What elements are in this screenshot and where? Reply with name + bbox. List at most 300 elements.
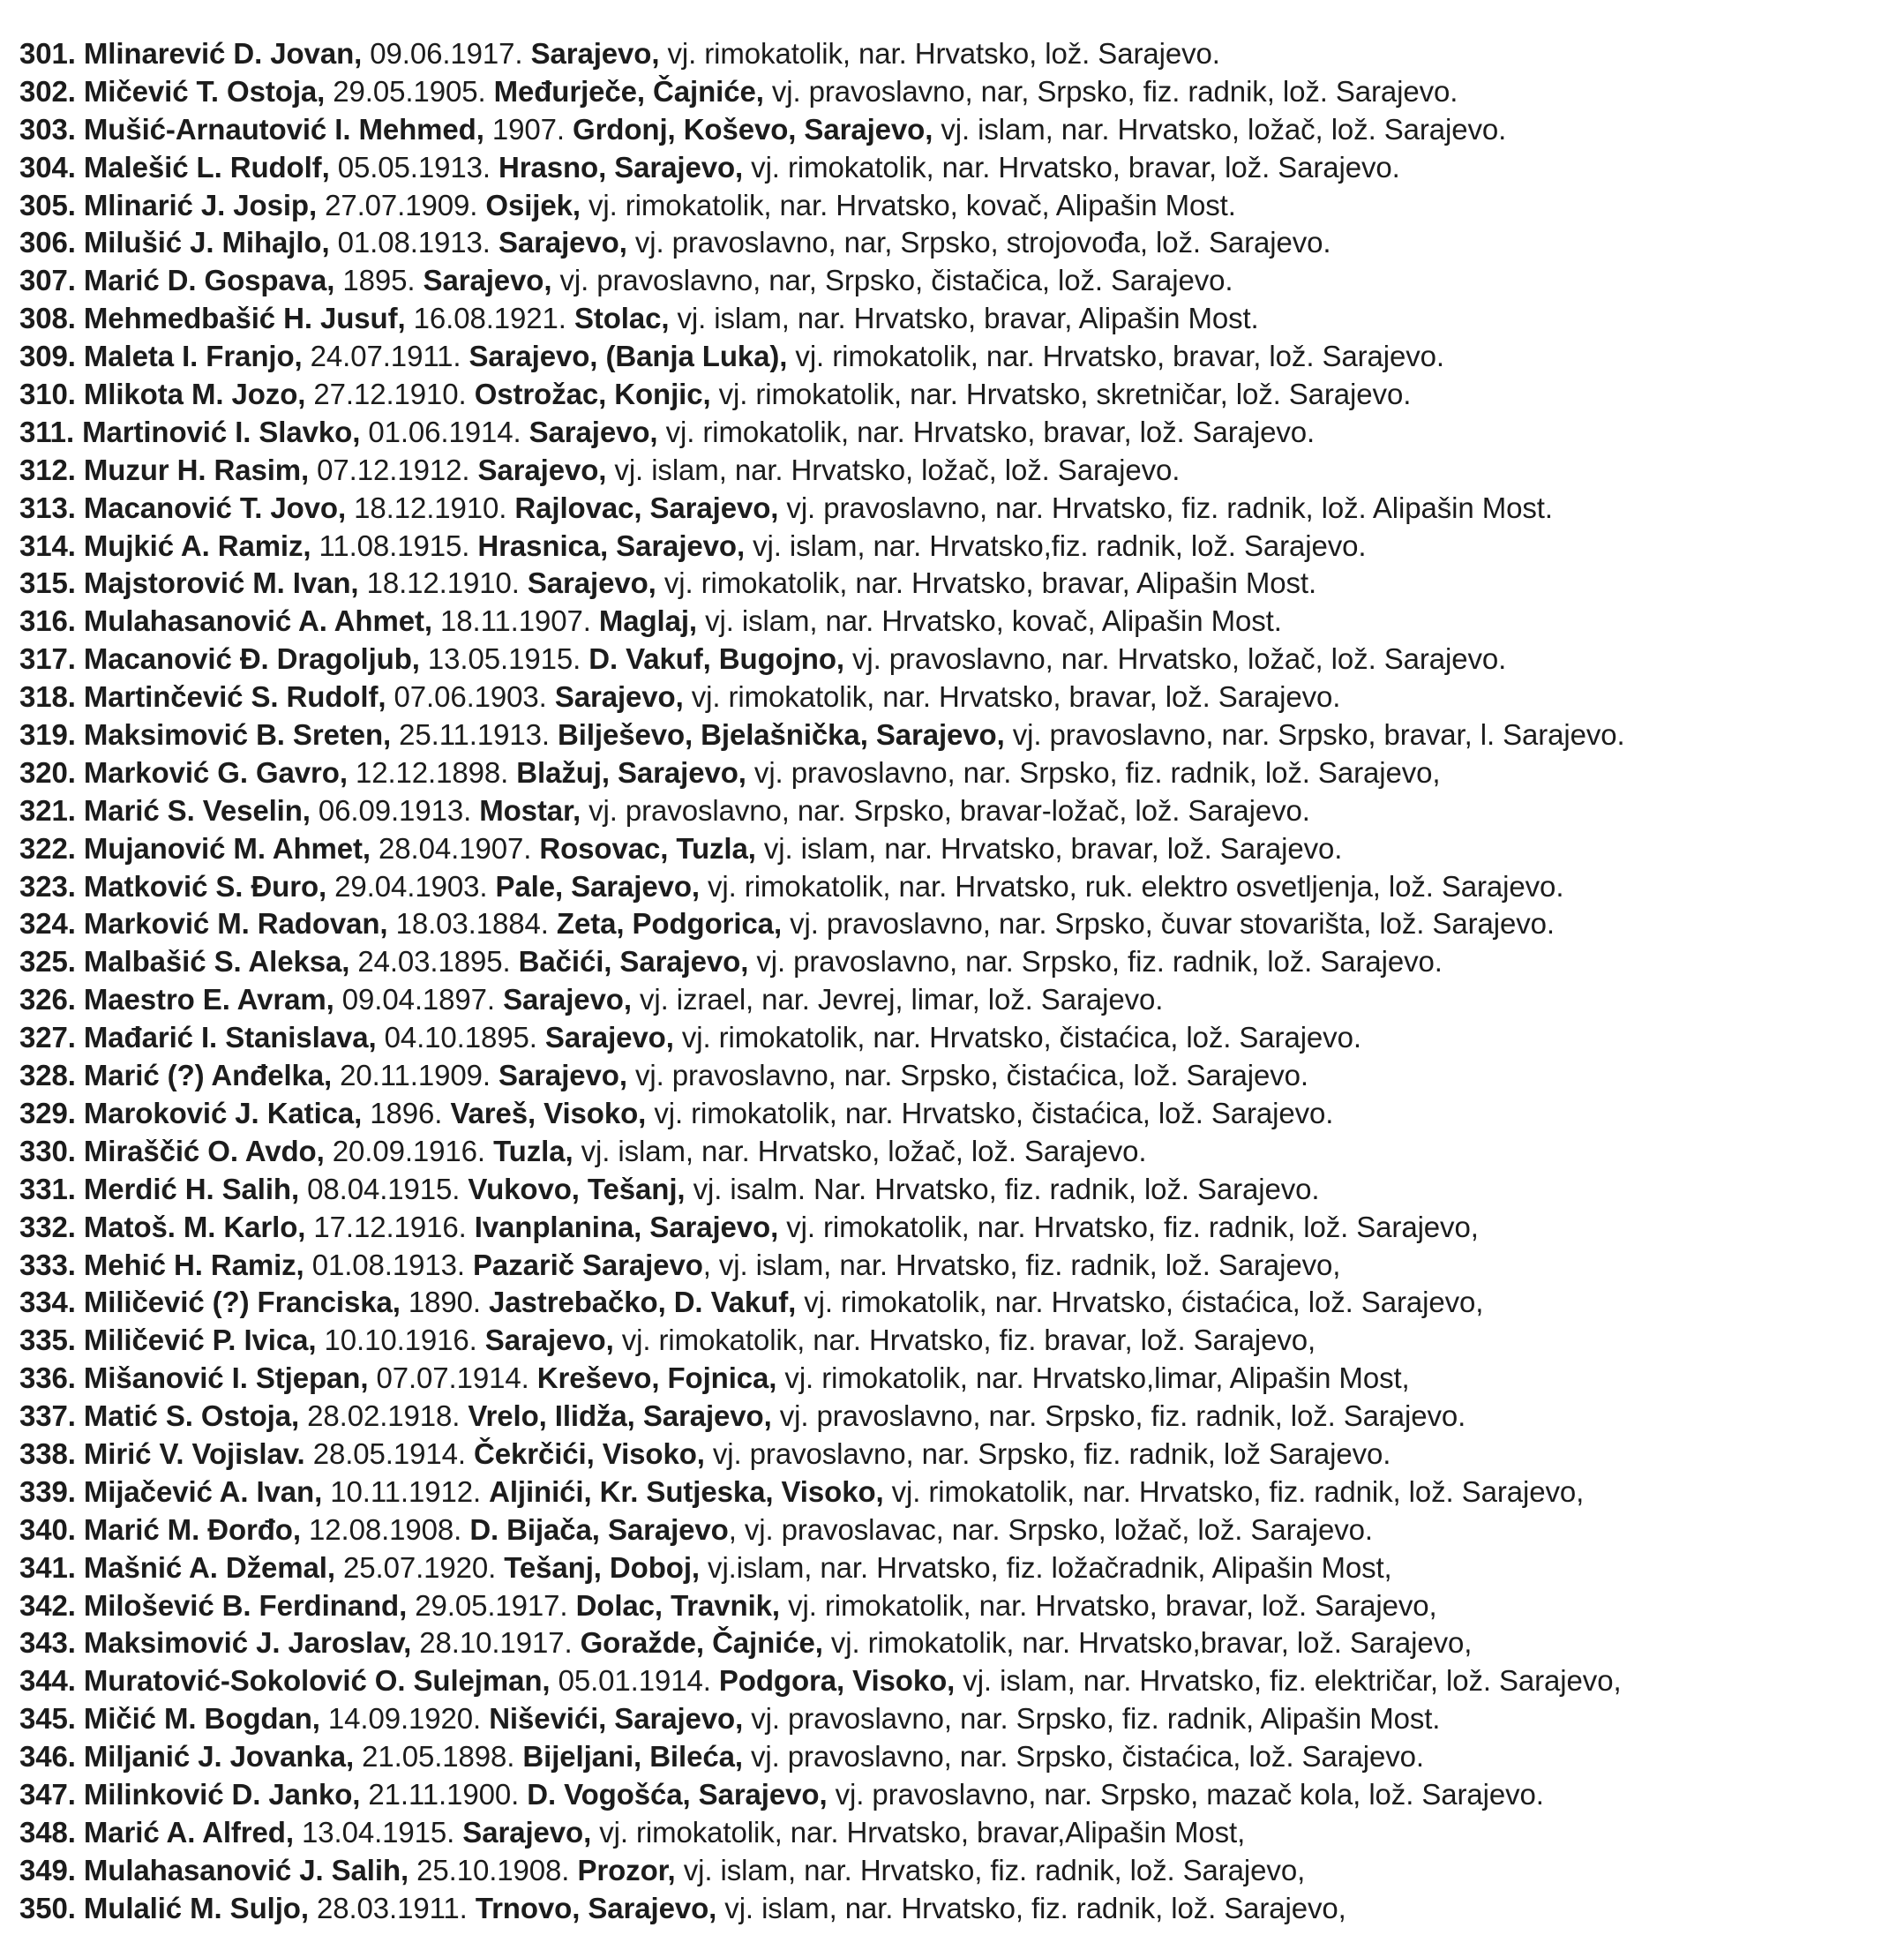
record-number: 330.	[19, 1134, 76, 1167]
record-details: vj. rimokatolik, nar. Hrvatsko, bravar, lož. Sarajevo.	[657, 415, 1316, 448]
record-entry	[19, 73, 1893, 111]
record-name: Macanović Đ. Dragoljub,	[83, 642, 420, 676]
record-birth-date: 05.05.1913.	[329, 150, 499, 184]
record-birth-date: 13.05.1915.	[419, 642, 589, 676]
record-details: vj. rimokatolik, nar. Hrvatsko,limar, Alipašin Most,	[776, 1361, 1410, 1395]
record-details: vj. rimokatolik, nar. Hrvatsko, bravar,Alipašin Most,	[591, 1815, 1246, 1849]
record-birthplace: Ostrožac, Konjic,	[474, 378, 711, 411]
record-entry	[19, 111, 1893, 149]
record-number: 336.	[19, 1361, 76, 1395]
record-birth-date: 18.12.1910.	[346, 491, 515, 524]
record-birthplace: Dolac, Travnik,	[575, 1588, 780, 1622]
record-entry	[19, 149, 1893, 187]
record-birthplace: Hrasnica, Sarajevo,	[477, 529, 746, 562]
record-number: 307.	[19, 264, 76, 297]
record-birth-date: 20.11.1909.	[332, 1059, 499, 1092]
record-birth-date: 09.06.1917.	[362, 37, 531, 70]
record-number: 346.	[19, 1740, 76, 1774]
record-details: vj. pravoslavno, nar. Srpsko, bravar, l. Sarajevo.	[1004, 718, 1625, 752]
record-number: 328.	[19, 1059, 76, 1092]
record-entry	[19, 1587, 1893, 1625]
record-number: 305.	[19, 188, 76, 221]
record-birth-date: 24.03.1895.	[349, 945, 519, 979]
record-details: vj. rimokatolik, nar. Hrvatsko, fiz. bravar, lož. Sarajevo,	[613, 1324, 1316, 1357]
record-name: Marić D. Gospava,	[83, 264, 335, 297]
record-entry	[19, 338, 1893, 376]
record-name: Mijačević A. Ivan,	[83, 1474, 323, 1508]
record-number: 338.	[19, 1436, 76, 1470]
record-birth-date: 18.03.1884.	[387, 907, 557, 941]
record-birth-date: 07.06.1903.	[386, 680, 555, 714]
record-birth-date: 07.12.1912.	[309, 453, 478, 486]
record-name: Mlinarić J. Josip,	[83, 188, 318, 221]
record-birthplace: Trnovo, Sarajevo,	[475, 1891, 717, 1924]
record-number: 314.	[19, 529, 76, 562]
record-details: vj. pravoslavno, nar. Srpsko, fiz. radnik, lož. Sarajevo.	[748, 945, 1443, 979]
record-entry	[19, 716, 1893, 754]
record-entry	[19, 376, 1893, 414]
record-name: Milinković D. Janko,	[83, 1777, 361, 1811]
record-birth-date: 17.12.1916.	[305, 1210, 475, 1243]
record-details: vj. rimokatolik, nar. Hrvatsko, bravar, lož. Sarajevo,	[780, 1588, 1437, 1622]
record-name: Miljanić J. Jovanka,	[83, 1740, 355, 1774]
record-details: vj. pravoslavno, nar. Srpsko, bravar-ložač, lož. Sarajevo.	[581, 793, 1310, 827]
record-number: 319.	[19, 718, 76, 752]
record-birthplace: Podgora, Visoko,	[718, 1664, 956, 1698]
record-details: vj. pravoslavno, nar. Srpsko, fiz. radnik, Alipašin Most.	[743, 1702, 1441, 1736]
record-birthplace: Rosovac, Tuzla,	[539, 831, 756, 865]
record-entry	[19, 1095, 1893, 1133]
record-number: 333.	[19, 1248, 76, 1281]
record-name: Maleta I. Franjo,	[83, 340, 303, 373]
record-number: 345.	[19, 1702, 76, 1736]
record-entry	[19, 868, 1893, 906]
record-number: 342.	[19, 1588, 76, 1622]
record-birth-date: 28.05.1914.	[304, 1436, 474, 1470]
record-details: vj. islam, nar. Hrvatsko, ložač, lož. Sarajevo.	[606, 453, 1181, 486]
record-birth-date: 1896.	[362, 1096, 451, 1129]
record-birthplace: Pale, Sarajevo,	[495, 869, 700, 903]
record-name: Mujkić A. Ramiz,	[83, 529, 311, 562]
record-name: Maestro E. Avram,	[83, 983, 334, 1016]
record-birth-date: 1890.	[400, 1286, 490, 1319]
record-birthplace: Sarajevo,	[503, 983, 632, 1016]
record-birth-date: 18.12.1910.	[358, 566, 528, 600]
record-birthplace: Osijek,	[485, 188, 581, 221]
record-birth-date: 27.12.1910.	[305, 378, 475, 411]
record-entry	[19, 641, 1893, 679]
record-number: 320.	[19, 755, 76, 789]
record-name: Mičić M. Bogdan,	[83, 1702, 320, 1736]
record-birthplace: Sarajevo,	[484, 1324, 614, 1357]
record-birthplace: Sarajevo,	[423, 264, 552, 297]
record-birthplace: Tuzla,	[493, 1134, 573, 1167]
record-entry	[19, 1549, 1893, 1587]
record-name: Marić M. Đorđo,	[83, 1512, 301, 1546]
record-name: Milušić J. Mihajlo,	[83, 226, 330, 259]
record-number: 321.	[19, 793, 76, 827]
record-entry	[19, 1284, 1893, 1322]
record-number: 339.	[19, 1474, 76, 1508]
record-birth-date: 14.09.1920.	[319, 1702, 490, 1736]
record-number: 302.	[19, 74, 76, 108]
record-details: vj. isalm. Nar. Hrvatsko, fiz. radnik, lož. Sarajevo.	[685, 1172, 1320, 1205]
record-birth-date: 12.08.1908.	[300, 1512, 470, 1546]
record-birthplace: Kreševo, Fojnica,	[536, 1361, 777, 1395]
record-entry	[19, 300, 1893, 338]
record-details: vj. rimokatolik, nar. Hrvatsko, bravar, lož. Sarajevo.	[683, 680, 1341, 714]
record-birthplace: Grdonj, Koševo, Sarajevo,	[573, 112, 933, 146]
record-birthplace: Stolac,	[573, 302, 670, 335]
record-birthplace: Sarajevo,	[477, 453, 607, 486]
record-birthplace: Međurječe, Čajniće,	[493, 74, 764, 108]
record-birth-date: 21.11.1900.	[360, 1777, 528, 1811]
record-name: Mulalić M. Suljo,	[83, 1891, 309, 1924]
record-number: 316.	[19, 604, 76, 638]
record-name: Majstorović M. Ivan,	[83, 566, 359, 600]
record-entry	[19, 490, 1893, 528]
record-number: 317.	[19, 642, 76, 676]
record-number: 340.	[19, 1512, 76, 1546]
record-entry	[19, 830, 1893, 868]
record-birth-date: 16.08.1921.	[405, 302, 574, 335]
record-details: vj. rimokatolik, nar. Hrvatsko, fiz. radnik, lož. Sarajevo,	[883, 1474, 1585, 1508]
record-entry	[19, 262, 1893, 300]
record-details: vj. islam, nar. Hrvatsko, bravar, Alipašin Most.	[669, 302, 1259, 335]
record-entry	[19, 528, 1893, 566]
record-name: Mašnić A. Džemal,	[83, 1550, 335, 1584]
record-name: Mulahasanović A. Ahmet,	[83, 604, 432, 638]
record-name: Martinović I. Slavko,	[82, 415, 361, 448]
record-number: 327.	[19, 1021, 76, 1054]
record-details: vj. rimokatolik, nar. Hrvatsko, čistaćica, lož. Sarajevo.	[673, 1021, 1361, 1054]
record-name: Miraščić O. Avdo,	[83, 1134, 325, 1167]
record-birthplace: D. Vakuf, Bugojno,	[588, 642, 844, 676]
record-number: 318.	[19, 680, 76, 714]
record-entry	[19, 1322, 1893, 1360]
record-birth-date: 11.08.1915.	[311, 529, 478, 562]
record-birth-date: 01.06.1914.	[360, 415, 529, 448]
record-birth-date: 06.09.1913.	[310, 793, 480, 827]
record-birthplace: Tešanj, Doboj,	[504, 1550, 700, 1584]
record-birth-date: 10.11.1912.	[322, 1474, 490, 1508]
record-birth-date: 09.04.1897.	[334, 983, 504, 1016]
record-entry	[19, 905, 1893, 943]
record-name: Mujanović M. Ahmet,	[83, 831, 371, 865]
record-birthplace: D. Bijača, Sarajevo	[469, 1512, 729, 1546]
record-birthplace: Ivanplanina, Sarajevo,	[474, 1210, 779, 1243]
record-details: vj. pravoslavno, nar. Srpsko, mazač kola, lož. Sarajevo.	[827, 1777, 1544, 1811]
record-birthplace: Hrasno, Sarajevo,	[498, 150, 744, 184]
record-birth-date: 25.11.1913.	[391, 718, 558, 752]
record-details: vj. pravoslavno, nar. Srpsko, čistaćica, lož. Sarajevo.	[742, 1740, 1424, 1774]
record-birth-date: 13.04.1915.	[293, 1815, 463, 1849]
record-birth-date: 28.02.1918.	[299, 1399, 469, 1433]
record-name: Marić S. Veselin,	[83, 793, 311, 827]
record-details: vj. islam, nar. Hrvatsko,fiz. radnik, lož. Sarajevo.	[745, 529, 1367, 562]
record-name: Mađarić I. Stanislava,	[83, 1021, 377, 1054]
record-number: 344.	[19, 1664, 76, 1698]
record-details: vj. rimokatolik, nar. Hrvatsko, kovač, Alipašin Most.	[580, 188, 1236, 221]
record-birthplace: Niševići, Sarajevo,	[489, 1702, 744, 1736]
record-entry	[19, 1852, 1893, 1890]
record-number: 335.	[19, 1324, 76, 1357]
record-name: Mušić-Arnautović I. Mehmed,	[83, 112, 484, 146]
record-entry	[19, 1890, 1893, 1928]
record-details: vj. islam, nar. Hrvatsko, fiz. električar, lož. Sarajevo,	[955, 1664, 1622, 1698]
record-details: vj. pravoslavno, nar, Srpsko, čistačica, lož. Sarajevo.	[551, 264, 1233, 297]
record-entry	[19, 565, 1893, 603]
record-number: 312.	[19, 453, 76, 486]
record-number: 303.	[19, 112, 76, 146]
record-birthplace: Vrelo, Ilidža, Sarajevo,	[468, 1399, 772, 1433]
record-birthplace: Aljinići, Kr. Sutjeska, Visoko,	[489, 1474, 884, 1508]
record-birthplace: Prozor,	[577, 1853, 676, 1886]
record-name: Malbašić S. Aleksa,	[83, 945, 350, 979]
record-details: vj. pravoslavno, nar. Hrvatsko, ložač, lož. Sarajevo.	[843, 642, 1507, 676]
record-birth-date: 21.05.1898.	[354, 1740, 523, 1774]
record-name: Matić S. Ostoja,	[83, 1399, 300, 1433]
record-name: Mlinarević D. Jovan,	[83, 37, 363, 70]
record-birthplace: Sarajevo,	[527, 566, 656, 600]
record-number: 350.	[19, 1891, 76, 1924]
record-entry	[19, 1662, 1893, 1700]
record-birth-date: 28.03.1911.	[308, 1891, 476, 1924]
record-details: vj. pravoslavno, nar, Srpsko, fiz. radnik, lož. Sarajevo.	[763, 74, 1458, 108]
record-birthplace: Sarajevo,	[498, 1059, 627, 1092]
record-number: 337.	[19, 1399, 76, 1433]
record-entry	[19, 792, 1893, 830]
record-name: Marković G. Gavro,	[83, 755, 348, 789]
record-details: vj. pravoslavno, nar. Srpsko, fiz. radnik, lož. Sarajevo,	[746, 755, 1441, 789]
record-entry	[19, 981, 1893, 1019]
record-details: vj. islam, nar. Hrvatsko, fiz. radnik, lož. Sarajevo,	[675, 1853, 1306, 1886]
record-details: vj. rimokatolik, nar. Hrvatsko, bravar, lož. Sarajevo.	[787, 340, 1444, 373]
record-number: 309.	[19, 340, 76, 373]
record-birthplace: Bijeljani, Bileća,	[522, 1740, 743, 1774]
record-birthplace: Sarajevo,	[554, 680, 684, 714]
record-birth-date: 29.04.1903.	[326, 869, 496, 903]
record-entry	[19, 1057, 1893, 1095]
record-details: vj. rimokatolik, nar. Hrvatsko, čistaćica, lož. Sarajevo.	[646, 1096, 1334, 1129]
record-details: vj. islam, nar. Hrvatsko, fiz. radnik, lož. Sarajevo,	[716, 1891, 1346, 1924]
record-entry	[19, 679, 1893, 716]
record-birthplace: Sarajevo,	[498, 226, 627, 259]
record-entry	[19, 943, 1893, 981]
record-name: Mirić V. Vojislav.	[83, 1436, 305, 1470]
record-entry	[19, 603, 1893, 641]
record-name: Mehić H. Ramiz,	[83, 1248, 304, 1281]
record-birthplace: Sarajevo,	[530, 37, 660, 70]
record-list	[19, 35, 1893, 1928]
record-entry	[19, 1814, 1893, 1852]
record-number: 324.	[19, 907, 76, 941]
record-details: , vj. pravoslavac, nar. Srpsko, ložač, lož. Sarajevo.	[728, 1512, 1373, 1546]
record-details: vj. rimokatolik, nar. Hrvatsko, ćistaćica, lož. Sarajevo,	[796, 1286, 1484, 1319]
record-details: vj. rimokatolik, nar. Hrvatsko, skretničar, lož. Sarajevo.	[710, 378, 1412, 411]
record-number: 349.	[19, 1853, 76, 1886]
record-number: 348.	[19, 1815, 76, 1849]
record-birthplace: Jastrebačko, D. Vakuf,	[489, 1286, 797, 1319]
record-entry	[19, 414, 1893, 452]
record-details: vj. pravoslavno, nar, Srpsko, strojovođa, lož. Sarajevo.	[626, 226, 1331, 259]
record-birthplace: Vareš, Visoko,	[450, 1096, 647, 1129]
record-birth-date: 1895.	[334, 264, 424, 297]
record-birth-date: 25.10.1908.	[409, 1853, 578, 1886]
record-details: vj. rimokatolik, nar. Hrvatsko, bravar, lož. Sarajevo.	[743, 150, 1400, 184]
record-entry	[19, 224, 1893, 262]
record-name: Milošević B. Ferdinand,	[83, 1588, 408, 1622]
record-birth-date: 29.05.1905.	[325, 74, 494, 108]
record-name: Muratović-Sokolović O. Sulejman,	[83, 1664, 551, 1698]
record-details: , vj. islam, nar. Hrvatsko, fiz. radnik, lož. Sarajevo,	[702, 1248, 1341, 1281]
record-birthplace: Sarajevo, (Banja Luka),	[469, 340, 788, 373]
record-name: Marić (?) Anđelka,	[83, 1059, 333, 1092]
record-birth-date: 28.10.1917.	[411, 1626, 581, 1660]
record-birthplace: Zeta, Podgorica,	[556, 907, 783, 941]
record-entry	[19, 1171, 1893, 1209]
record-number: 322.	[19, 831, 76, 865]
record-birthplace: Sarajevo,	[528, 415, 658, 448]
record-name: Merdić H. Salih,	[83, 1172, 300, 1205]
record-number: 334.	[19, 1286, 76, 1319]
record-birthplace: D. Vogošća, Sarajevo,	[527, 1777, 828, 1811]
record-birth-date: 20.09.1916.	[324, 1134, 494, 1167]
record-number: 325.	[19, 945, 76, 979]
record-number: 343.	[19, 1626, 76, 1660]
record-birth-date: 04.10.1895.	[376, 1021, 545, 1054]
record-details: vj. rimokatolik, nar. Hrvatsko, fiz. radnik, lož. Sarajevo,	[778, 1210, 1479, 1243]
record-birth-date: 29.05.1917.	[407, 1588, 576, 1622]
record-details: vj. pravoslavno, nar. Srpsko, čuvar stovarišta, lož. Sarajevo.	[782, 907, 1555, 941]
record-entry	[19, 1776, 1893, 1814]
record-details: vj. izrael, nar. Jevrej, limar, lož. Sarajevo.	[631, 983, 1164, 1016]
record-name: Marić A. Alfred,	[83, 1815, 294, 1849]
record-birthplace: Čekrčići, Visoko,	[474, 1436, 705, 1470]
record-details: vj. pravoslavno, nar. Srpsko, fiz. radnik, lož Sarajevo.	[704, 1436, 1391, 1470]
record-birthplace: Rajlovac, Sarajevo,	[514, 491, 779, 524]
record-name: Macanović T. Jovo,	[83, 491, 347, 524]
record-name: Mehmedbašić H. Jusuf,	[83, 302, 406, 335]
record-name: Maksimović B. Sreten,	[83, 718, 392, 752]
record-details: vj. rimokatolik, nar. Hrvatsko, ruk. elektro osvetljenja, lož. Sarajevo.	[699, 869, 1564, 903]
record-details: vj. pravoslavno, nar. Srpsko, čistaćica, lož. Sarajevo.	[626, 1059, 1308, 1092]
record-birth-date: 27.07.1909.	[317, 188, 486, 221]
record-details: vj. islam, nar. Hrvatsko, bravar, lož. Sarajevo.	[755, 831, 1343, 865]
record-name: Maksimović J. Jaroslav,	[83, 1626, 412, 1660]
record-birth-date: 10.10.1916.	[316, 1324, 485, 1357]
record-birth-date: 28.04.1907.	[370, 831, 540, 865]
record-entry	[19, 1700, 1893, 1738]
record-entry	[19, 1247, 1893, 1285]
record-entry	[19, 1624, 1893, 1662]
record-details: vj. islam, nar. Hrvatsko, kovač, Alipašin Most.	[697, 604, 1282, 638]
record-entry	[19, 1436, 1893, 1474]
record-name: Matoš. M. Karlo,	[83, 1210, 306, 1243]
record-details: vj. pravoslavno, nar. Hrvatsko, fiz. radnik, lož. Alipašin Most.	[778, 491, 1553, 524]
record-name: Miličević P. Ivica,	[83, 1324, 317, 1357]
record-number: 347.	[19, 1777, 76, 1811]
record-birth-date: 12.12.1898.	[347, 755, 517, 789]
record-birthplace: Maglaj,	[598, 604, 698, 638]
record-entry	[19, 187, 1893, 225]
record-number: 308.	[19, 302, 76, 335]
record-entry	[19, 1474, 1893, 1511]
record-details: vj. rimokatolik, nar. Hrvatsko,bravar, lož. Sarajevo,	[822, 1626, 1473, 1660]
record-birthplace: Vukovo, Tešanj,	[468, 1172, 686, 1205]
record-birthplace: Sarajevo,	[544, 1021, 674, 1054]
record-entry	[19, 1019, 1893, 1057]
record-number: 315.	[19, 566, 76, 600]
record-birthplace: Sarajevo,	[462, 1815, 592, 1849]
record-birth-date: 18.11.1907.	[431, 604, 599, 638]
record-name: Mlikota M. Jozo,	[83, 378, 306, 411]
record-details: vj. rimokatolik, nar. Hrvatsko, lož. Sarajevo.	[659, 37, 1220, 70]
record-number: 313.	[19, 491, 76, 524]
record-name: Marković M. Radovan,	[83, 907, 388, 941]
record-entry	[19, 1511, 1893, 1549]
record-birth-date: 08.04.1915.	[299, 1172, 469, 1205]
record-entry	[19, 1738, 1893, 1776]
record-birth-date: 07.07.1914.	[368, 1361, 537, 1395]
record-name: Malešić L. Rudolf,	[83, 150, 330, 184]
record-number: 301.	[19, 37, 76, 70]
record-name: Mičević T. Ostoja,	[83, 74, 326, 108]
record-entry	[19, 452, 1893, 490]
record-birth-date: 01.08.1913.	[329, 226, 498, 259]
record-birthplace: Blažuj, Sarajevo,	[516, 755, 746, 789]
record-name: Martinčević S. Rudolf,	[83, 680, 386, 714]
record-entry	[19, 1133, 1893, 1171]
record-birth-date: 24.07.1911.	[302, 340, 469, 373]
record-birth-date: 01.08.1913.	[304, 1248, 474, 1281]
record-birthplace: Bilješevo, Bjelašnička, Sarajevo,	[558, 718, 1005, 752]
record-birth-date: 05.01.1914.	[550, 1664, 719, 1698]
record-birthplace: Goražde, Čajniće,	[580, 1626, 823, 1660]
record-entry	[19, 1209, 1893, 1247]
record-entry	[19, 35, 1893, 73]
record-number: 306.	[19, 226, 76, 259]
record-birthplace: Bačići, Sarajevo,	[518, 945, 749, 979]
record-birth-date: 25.07.1920.	[334, 1550, 505, 1584]
record-number: 326.	[19, 983, 76, 1016]
record-details: vj. islam, nar. Hrvatsko, ložač, lož. Sarajevo.	[933, 112, 1507, 146]
record-entry	[19, 1398, 1893, 1436]
record-number: 323.	[19, 869, 76, 903]
record-birth-date: 1907.	[483, 112, 573, 146]
record-name: Miličević (?) Franciska,	[83, 1286, 401, 1319]
record-number: 310.	[19, 378, 76, 411]
record-name: Matković S. Đuro,	[83, 869, 327, 903]
record-number: 304.	[19, 150, 76, 184]
record-entry	[19, 1360, 1893, 1398]
record-number: 311.	[19, 415, 75, 448]
record-details: vj. rimokatolik, nar. Hrvatsko, bravar, Alipašin Most.	[656, 566, 1317, 600]
record-details: vj. islam, nar. Hrvatsko, ložač, lož. Sarajevo.	[573, 1134, 1147, 1167]
record-number: 341.	[19, 1550, 76, 1584]
record-name: Maroković J. Katica,	[83, 1096, 363, 1129]
record-number: 329.	[19, 1096, 76, 1129]
record-name: Mišanović I. Stjepan,	[83, 1361, 369, 1395]
record-entry	[19, 754, 1893, 792]
record-number: 331.	[19, 1172, 76, 1205]
record-birthplace: Pazarič Sarajevo	[473, 1248, 703, 1281]
record-number: 332.	[19, 1210, 76, 1243]
record-birthplace: Mostar,	[479, 793, 581, 827]
record-details: vj.islam, nar. Hrvatsko, fiz. ložačradnik, Alipašin Most,	[699, 1550, 1392, 1584]
record-name: Muzur H. Rasim,	[83, 453, 310, 486]
record-details: vj. pravoslavno, nar. Srpsko, fiz. radnik, lož. Sarajevo.	[771, 1399, 1466, 1433]
